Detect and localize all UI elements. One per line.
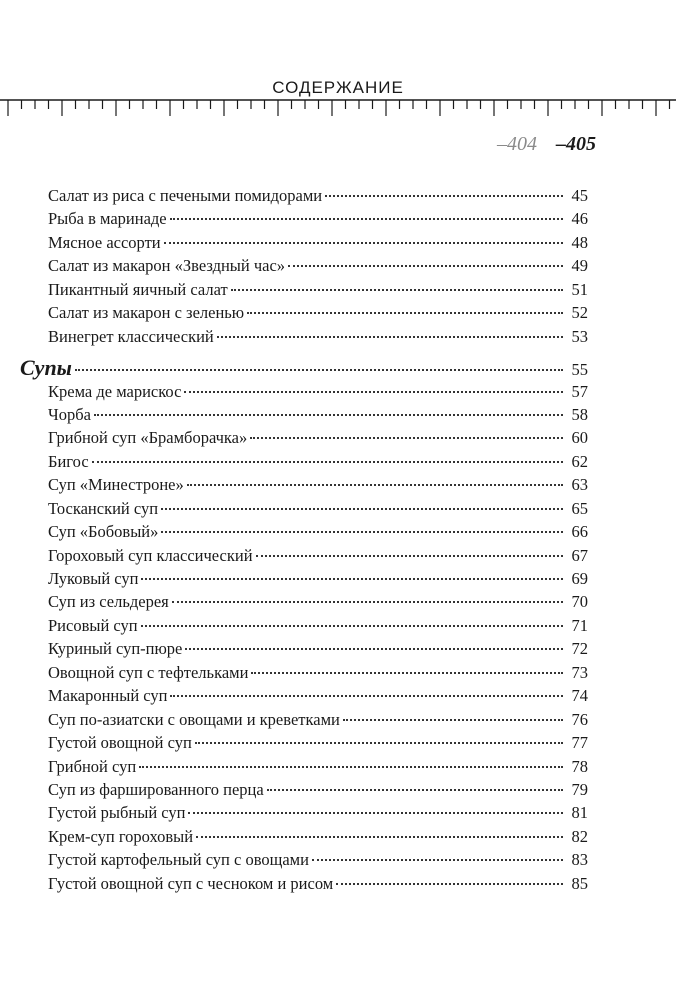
toc-entry-page: 48 [571, 232, 588, 252]
toc-entry-page: 46 [571, 209, 588, 229]
toc-entry[interactable] [48, 231, 588, 254]
toc-entry-title: Суп из сельдерея [48, 592, 169, 612]
previous-page-number: –404 [497, 133, 537, 155]
toc-entry-page: 57 [571, 381, 588, 401]
toc-entry-title: Овощной суп с тефтельками [48, 662, 249, 682]
toc-entry-title: Мясное ассорти [48, 232, 161, 252]
toc-entry[interactable] [48, 207, 588, 230]
toc-dot-leader [343, 719, 563, 721]
toc-list-salads [48, 184, 588, 348]
toc-entry-title: Салат из макарон с зеленью [48, 303, 245, 323]
toc-entry-page: 72 [571, 639, 588, 659]
toc-dot-leader [161, 531, 563, 533]
toc-dot-leader [250, 437, 563, 439]
toc-entry-title: Луковый суп [48, 569, 139, 588]
toc-entry-title: Бигос [48, 451, 89, 471]
toc-dot-leader [312, 859, 563, 861]
toc-dot-leader [187, 484, 563, 486]
toc-entry[interactable] [48, 590, 588, 613]
toc-entry[interactable] [48, 520, 588, 543]
toc-dot-leader [267, 789, 563, 791]
toc-entry-page: 60 [571, 428, 588, 448]
toc-dot-leader [75, 369, 563, 371]
page-header-title: СОДЕРЖАНИЕ [272, 78, 404, 97]
toc-entry[interactable] [48, 684, 588, 707]
toc-entry[interactable] [48, 825, 588, 848]
toc-entry-title: Суп из фаршированного перца [48, 779, 264, 799]
toc-entry-title: Суп по-азиатски с овощами и креветками [48, 709, 340, 729]
toc-entry-title: Винегрет классический [48, 326, 214, 346]
toc-dot-leader [336, 883, 563, 885]
toc-entry-page: 58 [571, 404, 588, 424]
toc-dot-leader [188, 812, 563, 814]
toc-dot-leader [325, 195, 563, 197]
toc-dot-leader [170, 695, 563, 697]
toc-entry-page: 76 [571, 709, 588, 729]
toc-entry-page: 70 [571, 592, 588, 612]
toc-entry-page: 65 [571, 498, 588, 518]
toc-entry[interactable] [48, 567, 588, 590]
toc-dot-leader [251, 672, 563, 674]
toc-entry[interactable] [48, 301, 588, 324]
toc-entry-page: 74 [571, 686, 588, 706]
toc-entry-page: 82 [571, 826, 588, 846]
toc-dot-leader [217, 336, 563, 338]
toc-entry[interactable] [48, 380, 588, 403]
page-number-indicator [497, 133, 596, 156]
toc-entry-title: Густой овощной суп с чесноком и рисом [48, 873, 334, 893]
toc-entry[interactable] [48, 426, 588, 449]
toc-dot-leader [195, 742, 563, 744]
toc-dot-leader [170, 218, 563, 220]
toc-entry-title: Густой овощной суп [48, 733, 192, 753]
toc-entry-title: Салат из риса с печеными помидорами [48, 186, 323, 205]
toc-entry[interactable] [48, 254, 588, 277]
toc-dot-leader [185, 648, 563, 650]
toc-entry[interactable] [48, 450, 588, 473]
toc-entry-title: Рисовый суп [48, 615, 138, 635]
toc-entry-page: 73 [571, 662, 588, 682]
toc-entry-page: 83 [571, 850, 588, 870]
toc-section-title: Супы [20, 355, 72, 381]
toc-entry-page: 66 [571, 522, 588, 542]
toc-entry[interactable] [48, 544, 588, 567]
toc-entry[interactable] [48, 497, 588, 520]
toc-entry-title: Чорба [48, 404, 91, 424]
toc-entry[interactable] [48, 755, 588, 778]
toc-entry-title: Крема де марискос [48, 381, 182, 401]
toc-entry-page: 81 [571, 803, 588, 823]
ruler-decoration [0, 98, 676, 128]
toc-section-heading[interactable] [20, 355, 588, 381]
toc-entry-page: 49 [571, 256, 588, 276]
toc-entry[interactable] [48, 325, 588, 348]
toc-dot-leader [141, 578, 563, 580]
toc-entry-title: Густой рыбный суп [48, 803, 186, 823]
toc-entry[interactable] [48, 872, 588, 895]
toc-entry-page: 52 [571, 303, 588, 323]
toc-entry[interactable] [48, 708, 588, 731]
toc-entry-title: Рыба в маринаде [48, 209, 167, 229]
toc-entry[interactable] [48, 403, 588, 426]
toc-entry-page: 45 [571, 186, 588, 205]
toc-dot-leader [172, 601, 563, 603]
toc-entry-title: Куриный суп-пюре [48, 639, 183, 659]
toc-entry-page: 67 [571, 545, 588, 565]
toc-entry-page: 62 [571, 451, 588, 471]
toc-dot-leader [231, 289, 563, 291]
toc-entry-title: Грибной суп [48, 756, 137, 776]
toc-list-soups [48, 380, 588, 896]
toc-entry-page: 53 [571, 326, 588, 346]
toc-entry[interactable] [48, 801, 588, 824]
toc-entry-page: 69 [571, 569, 588, 588]
toc-entry-title: Густой картофельный суп с овощами [48, 850, 309, 870]
toc-entry-title: Грибной суп «Брамборачка» [48, 428, 248, 448]
toc-dot-leader [94, 414, 563, 416]
toc-entry-title: Тосканский суп [48, 498, 159, 518]
toc-entry[interactable] [48, 473, 588, 496]
toc-entry[interactable] [48, 848, 588, 871]
toc-dot-leader [139, 766, 563, 768]
toc-dot-leader [164, 242, 563, 244]
toc-entry[interactable] [48, 184, 588, 207]
toc-entry-page: 77 [571, 733, 588, 753]
toc-dot-leader [184, 391, 563, 393]
toc-dot-leader [141, 625, 563, 627]
table-of-contents [20, 184, 588, 895]
toc-entry-title: Макаронный суп [48, 686, 168, 706]
toc-entry-title: Крем-суп гороховый [48, 826, 194, 846]
toc-dot-leader [247, 312, 563, 314]
toc-entry[interactable] [48, 661, 588, 684]
toc-entry[interactable] [48, 731, 588, 754]
toc-dot-leader [256, 555, 563, 557]
toc-section-page: 55 [571, 360, 588, 380]
toc-entry-page: 85 [571, 873, 588, 893]
toc-entry[interactable] [48, 778, 588, 801]
toc-entry-title: Суп «Минестроне» [48, 475, 184, 495]
toc-entry-title: Салат из макарон «Звездный час» [48, 256, 286, 276]
toc-entry[interactable] [48, 614, 588, 637]
toc-entry[interactable] [48, 637, 588, 660]
current-page-number: –405 [556, 133, 596, 155]
toc-entry-title: Гороховый суп классический [48, 545, 253, 565]
toc-entry-page: 78 [571, 756, 588, 776]
toc-dot-leader [92, 461, 563, 463]
toc-entry-page: 63 [571, 475, 588, 495]
toc-entry-page: 79 [571, 779, 588, 799]
toc-entry-title: Суп «Бобовый» [48, 522, 159, 542]
toc-dot-leader [161, 508, 563, 510]
toc-entry-title: Пикантный яичный салат [48, 279, 228, 299]
toc-dot-leader [196, 836, 563, 838]
toc-entry-page: 71 [571, 615, 588, 635]
toc-entry-page: 51 [571, 279, 588, 299]
toc-dot-leader [288, 265, 563, 267]
toc-entry[interactable] [48, 278, 588, 301]
